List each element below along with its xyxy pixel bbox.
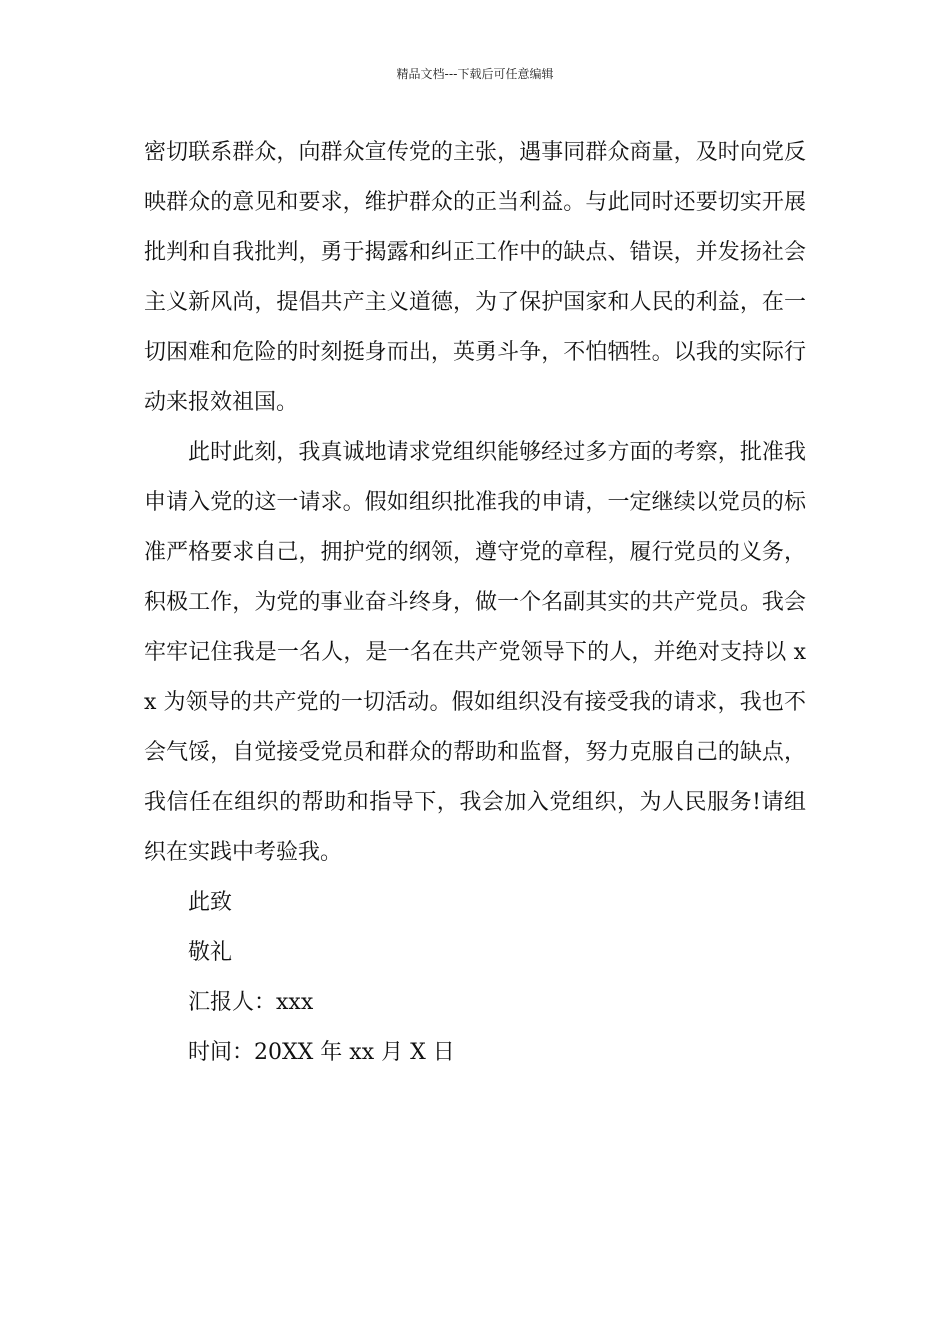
salutation-ci-zhi: 此致 (188, 890, 233, 915)
salutation-jing-li: 敬礼 (188, 940, 233, 965)
date-line: 时间：20XX 年 xx 月 X 日 (188, 1040, 455, 1065)
reporter-line: 汇报人：xxx (188, 990, 314, 1015)
paragraph-2: 此时此刻，我真诚地请求党组织能够经过多方面的考察，批准我申请入党的这一请求。假如组织批准我的申请，一定继续以党员的标准严格要求自己，拥护党的纲领，遵守党的章程，履行党员的义务，积极工作，为党的事业奋斗终身，做一个名副其实的共产党员。我会牢牢记住我是一名人，是一名在共产党领导下的人，并绝对支持以 xx 为领导的共产党的一切活动。假如组织没有接受我的请求，我也不会气馁，自觉接受党员和群众的帮助和监督，努力克服自己的缺点，我信任在组织的帮助和指导下，我会加入党组织，为人民服务!请组织在实践中考验我。 (144, 440, 806, 865)
document-body (144, 128, 806, 1078)
paragraph-1: 密切联系群众，向群众宣传党的主张，遇事同群众商量，及时向党反映群众的意见和要求，维护群众的正当利益。与此同时还要切实开展批判和自我批判，勇于揭露和纠正工作中的缺点、错误，并发扬社会主义新风尚，提倡共产主义道德，为了保护国家和人民的利益，在一切困难和危险的时刻挺身而出，英勇斗争，不怕牺牲。以我的实际行动来报效祖国。 (144, 140, 806, 415)
page-header: 精品文档---下载后可任意编辑 (396, 67, 554, 81)
